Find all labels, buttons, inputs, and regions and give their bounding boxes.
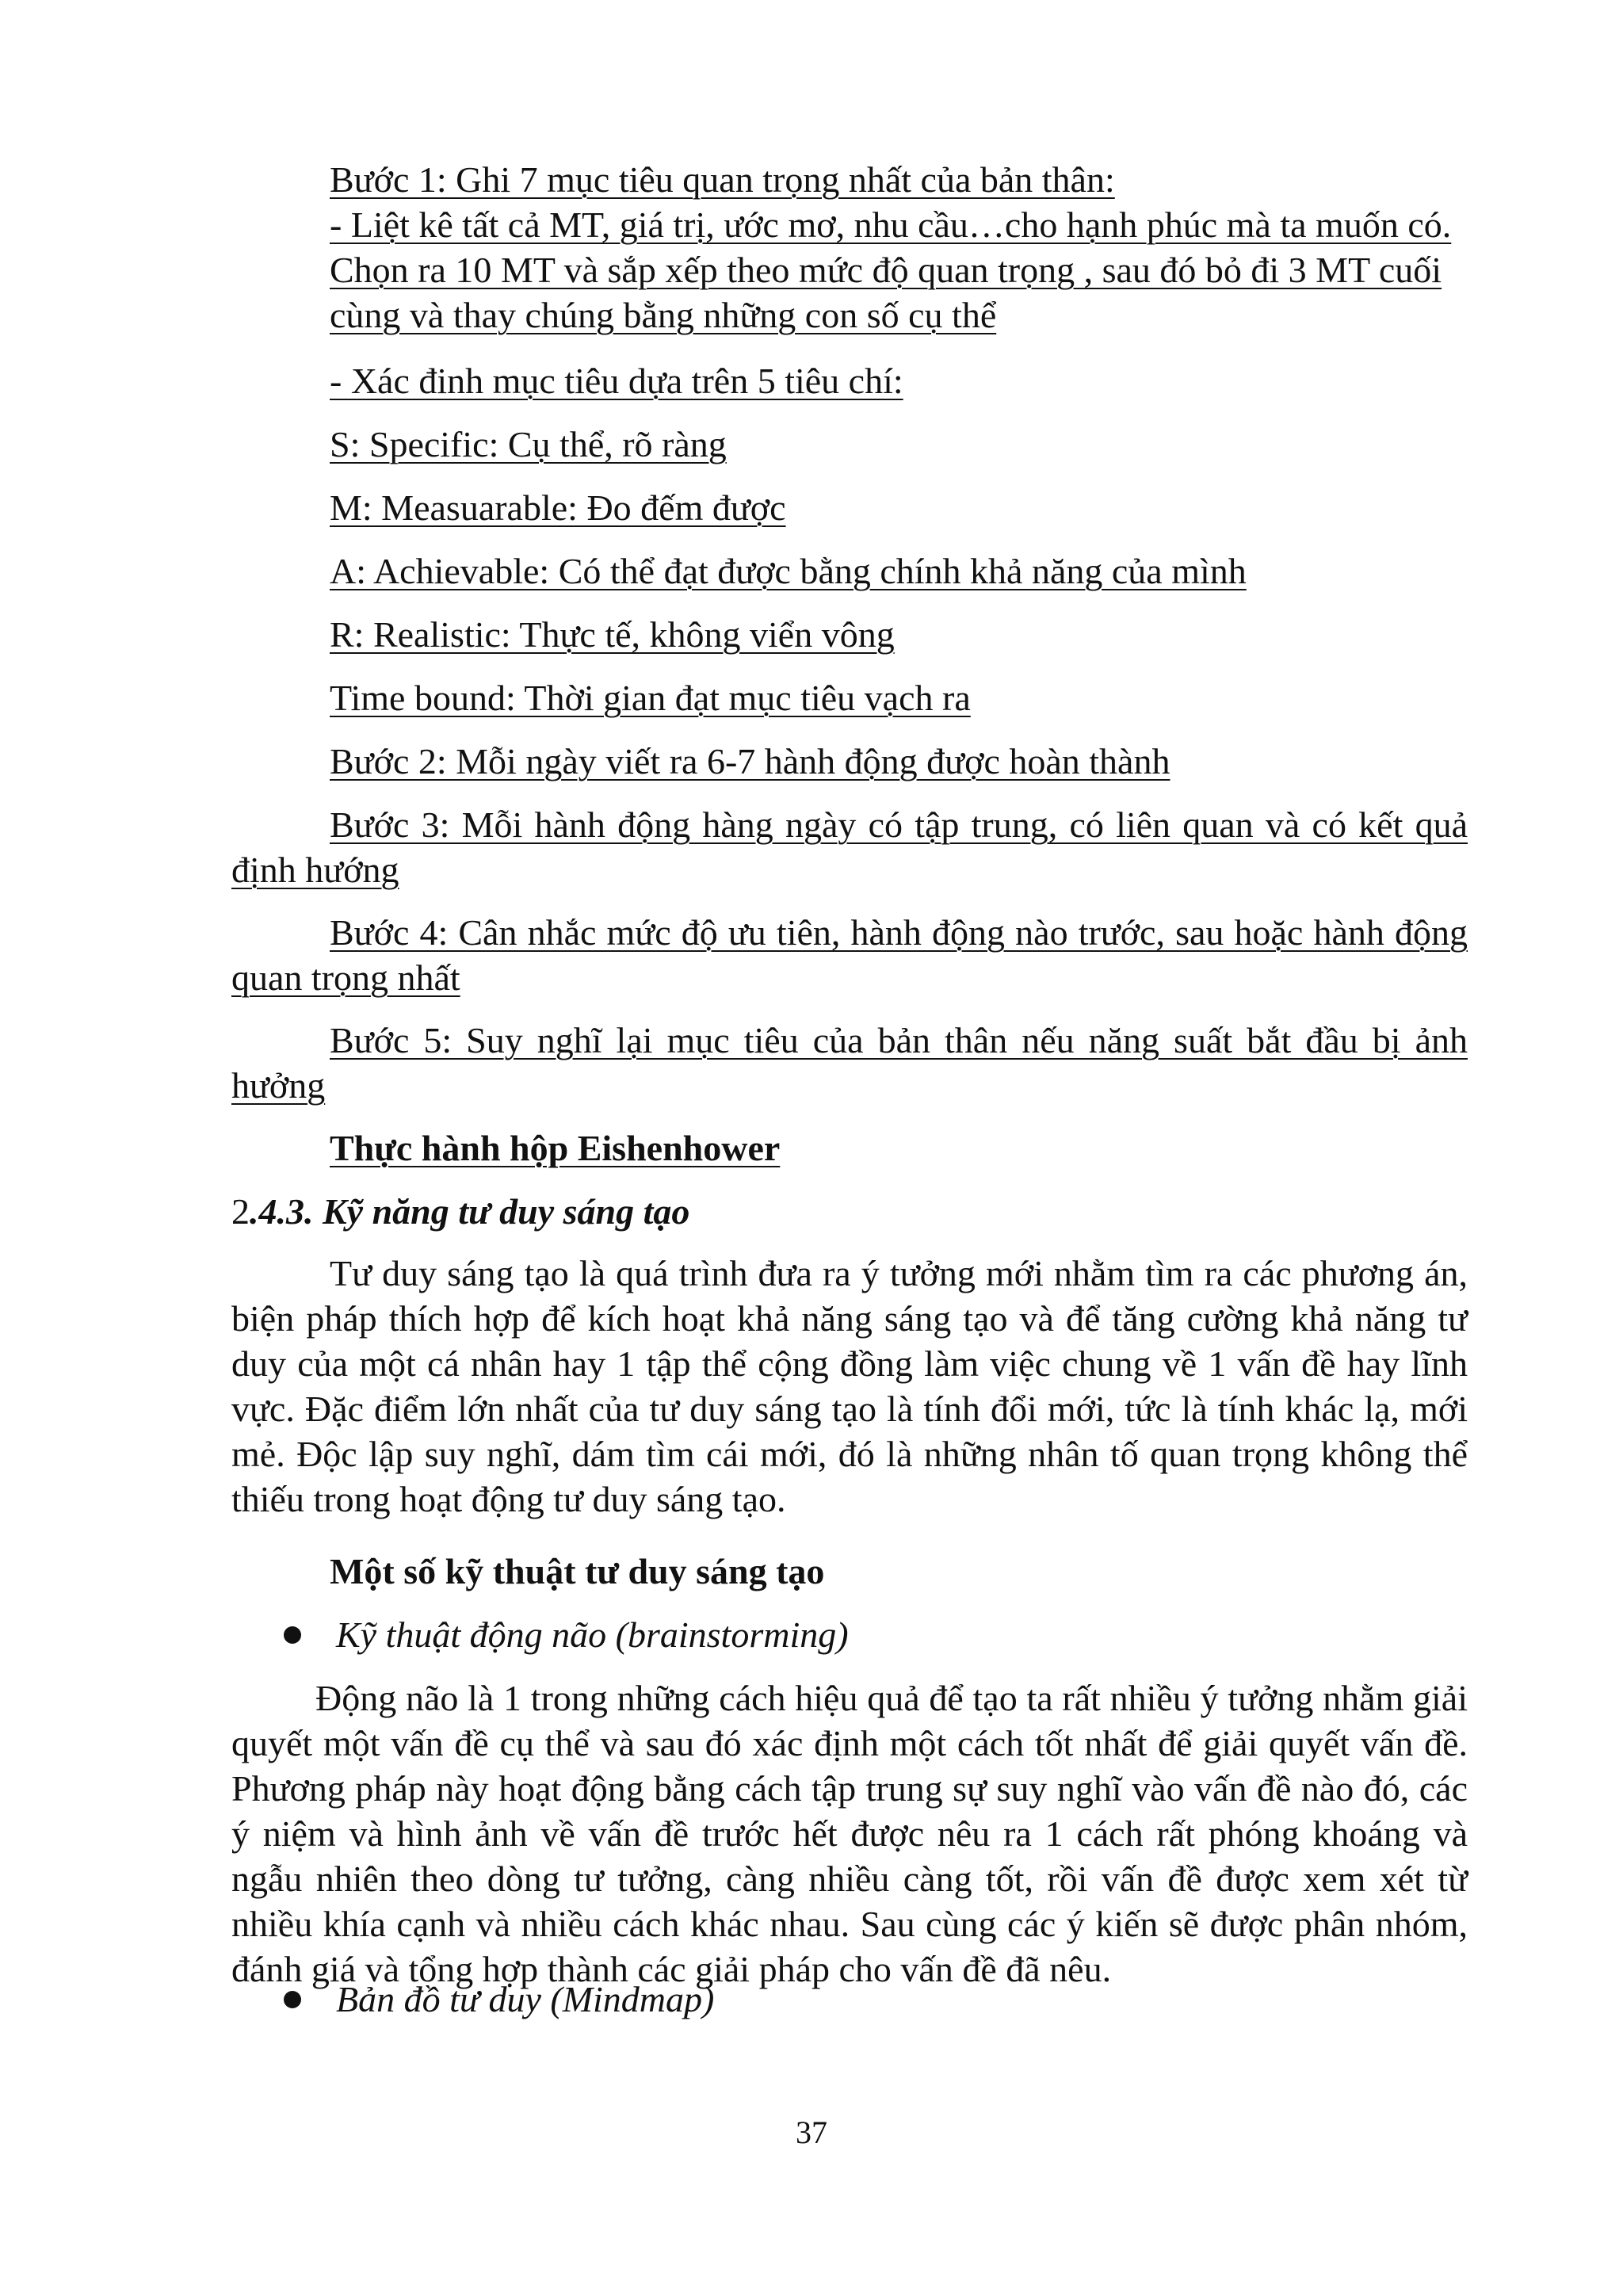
criteria-measurable: M: Measuarable: Đo đếm được bbox=[330, 487, 786, 528]
criteria-time-bound: Time bound: Thời gian đạt mục tiêu vạch ra bbox=[330, 678, 971, 718]
brainstorm-paragraph: Động não là 1 trong những cách hiệu quả để tạo ta rất nhiều ý tưởng nhằm giải quyết một vấn đề cụ thể và sau đó xác định một cách tốt nhất để giải quyết vấn đề. Phương pháp này hoạt động bằng cách tập trung sự suy nghĩ vào vấn đề nào đó, các ý niệm và hình ảnh về vấn đề trước hết được nêu ra 1 cách rất phóng khoáng và ngẫu nhiên theo dòng tư tưởng, càng nhiều càng tốt, rồi vấn đề được xem xét từ nhiều khía cạnh và nhiều cách khác nhau. Sau cùng các ý kiến sẽ được phân nhóm, đánh giá và tổng hợp thành các giải pháp cho vấn đề đã nêu. bbox=[231, 1678, 1468, 1989]
step3: Bước 3: Mỗi hành động hàng ngày có tập trung, có liên quan và có kết quả định hướng bbox=[231, 804, 1468, 890]
bullet-dot-icon bbox=[284, 1991, 301, 2008]
step4: Bước 4: Cân nhắc mức độ ưu tiên, hành động nào trước, sau hoặc hành động quan trọng nhất bbox=[231, 912, 1468, 998]
techniques-heading: Một số kỹ thuật tư duy sáng tạo bbox=[330, 1551, 825, 1591]
page-number: 37 bbox=[796, 2115, 827, 2150]
step1-title: Bước 1: Ghi 7 mục tiêu quan trọng nhất của bản thân: bbox=[330, 159, 1115, 200]
criteria-achievable: A: Achievable: Có thể đạt được bằng chính khả năng của mình bbox=[330, 551, 1247, 591]
section-heading bbox=[231, 1189, 1468, 1234]
bullet-dot-icon bbox=[284, 1626, 301, 1644]
bullet-brainstorming bbox=[284, 1612, 849, 1657]
bullet-mindmap-text: Bản đồ tư duy (Mindmap) bbox=[336, 1979, 715, 2019]
bullet-brainstorming-text: Kỹ thuật động não (brainstorming) bbox=[336, 1614, 849, 1655]
section-title: Kỹ năng tư duy sáng tạo bbox=[323, 1191, 690, 1232]
step2: Bước 2: Mỗi ngày viết ra 6-7 hành động được hoàn thành bbox=[330, 741, 1170, 781]
section-number: .4.3. bbox=[250, 1191, 323, 1232]
eisenhower-heading: Thực hành hộp Eishenhower bbox=[330, 1128, 781, 1168]
intro-paragraph: Tư duy sáng tạo là quá trình đưa ra ý tưởng mới nhằm tìm ra các phương án, biện pháp thích hợp để kích hoạt khả năng sáng tạo và để tăng cường khả năng tư duy của một cá nhân hay 1 tập thể cộng đồng làm việc chung về 1 vấn đề hay lĩnh vực. Đặc điểm lớn nhất của tư duy sáng tạo là tính đổi mới, tức là tính khác lạ, mới mẻ. Độc lập suy nghĩ, dám tìm cái mới, đó là những nhân tố quan trọng không thể thiếu trong hoạt động tư duy sáng tạo. bbox=[231, 1253, 1468, 1519]
step5: Bước 5: Suy nghĩ lại mục tiêu của bản thân nếu năng suất bắt đầu bị ảnh hưởng bbox=[231, 1020, 1468, 1106]
criteria-intro: - Xác đinh mục tiêu dựa trên 5 tiêu chí: bbox=[330, 361, 903, 401]
criteria-specific: S: Specific: Cụ thể, rõ ràng bbox=[330, 424, 727, 464]
criteria-realistic: R: Realistic: Thực tế, không viển vông bbox=[330, 614, 895, 655]
section-number-plain: 2 bbox=[231, 1191, 250, 1232]
step1-list-line: - Liệt kê tất cả MT, giá trị, ước mơ, nhu cầu…cho hạnh phúc mà ta muốn có. Chọn ra 10 MT và sắp xếp theo mức độ quan trọng , sau đó bỏ đi 3 MT cuối cùng và thay chúng bằng những con số cụ thể bbox=[330, 204, 1452, 335]
bullet-mindmap bbox=[284, 1977, 714, 2022]
